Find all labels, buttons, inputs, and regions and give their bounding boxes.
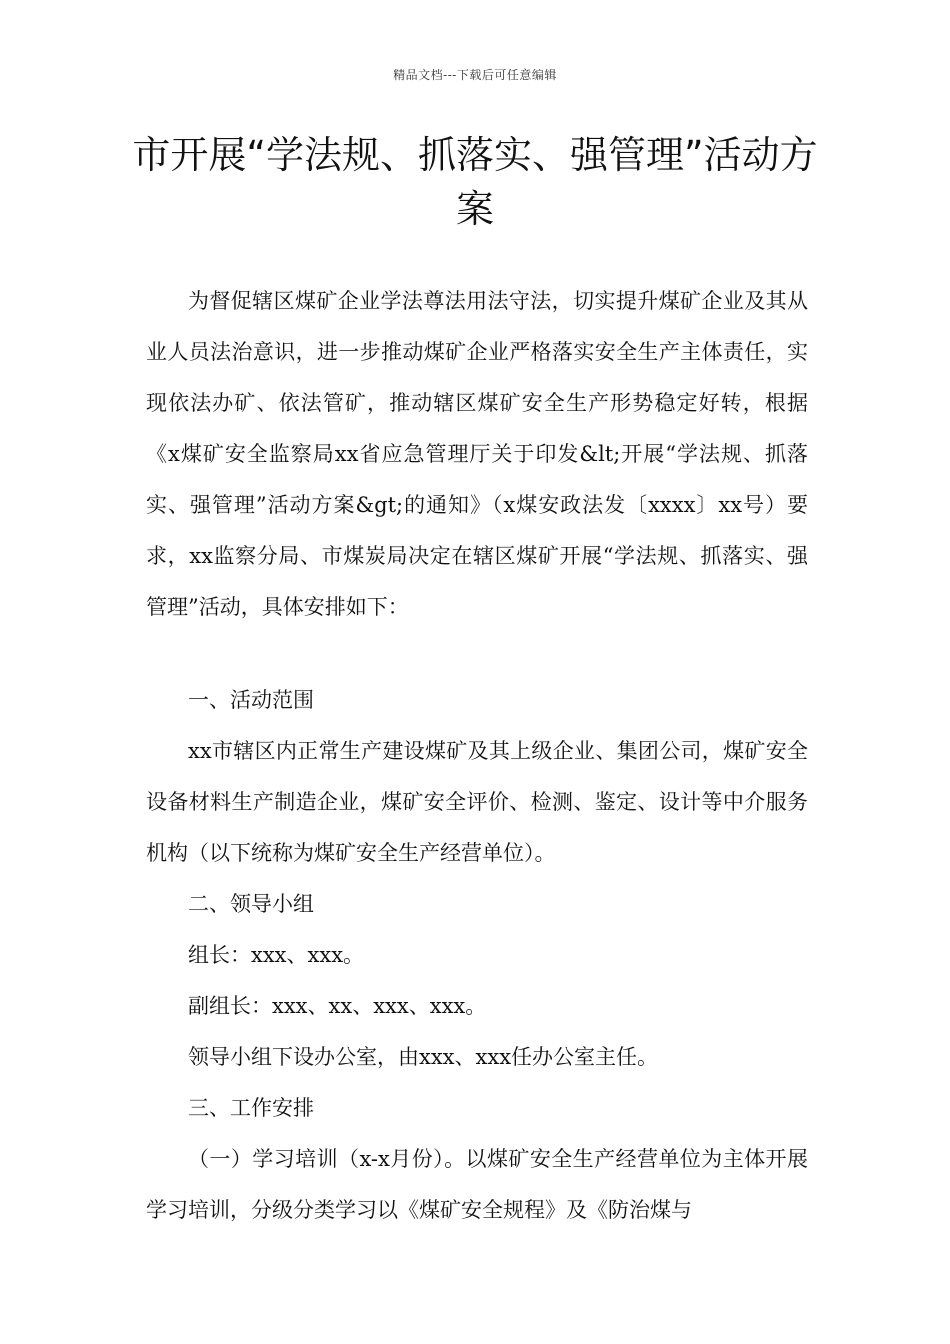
intro-paragraph: 为督促辖区煤矿企业学法尊法用法守法，切实提升煤矿企业及其从业人员法治意识，进一步推动煤矿企业严格落实安全生产主体责任，实现依法办矿、依法管矿，推动辖区煤矿安全生产形势稳定好转，根据《x煤矿安全监察局xx省应急管理厅关于印发&lt;开展“学法规、抓落实、强管理”活动方案&gt;的通知》（x煤安政法发〔xxxx〕xx号）要求，xx监察分局、市煤炭局决定在辖区煤矿开展“学法规、抓落实、强管理”活动，具体安排如下： <box>146 289 808 619</box>
leader-line: 组长：xxx、xxx。 <box>188 943 365 967</box>
arrangement-item-1: （一）学习培训（x-x月份）。以煤矿安全生产经营单位为主体开展学习培训，分级分类学习以《煤矿安全规程》及《防治煤与 <box>146 1147 808 1222</box>
document-body <box>146 276 808 1236</box>
scope-paragraph: xx市辖区内正常生产建设煤矿及其上级企业、集团公司，煤矿安全设备材料生产制造企业，煤矿安全评价、检测、鉴定、设计等中介服务机构（以下统称为煤矿安全生产经营单位）。 <box>146 739 808 865</box>
paragraph-gap <box>146 633 808 675</box>
section-heading-leadership: 二、领导小组 <box>188 892 314 916</box>
document-title: 市开展“学法规、抓落实、强管理”活动方案 <box>132 133 818 231</box>
header-note: 精品文档---下载后可任意编辑 <box>393 68 557 82</box>
deputy-leader-line: 副组长：xxx、xx、xxx、xxx。 <box>188 994 487 1018</box>
section-heading-scope: 一、活动范围 <box>188 688 314 712</box>
section-heading-arrangement: 三、工作安排 <box>188 1096 314 1120</box>
office-line: 领导小组下设办公室，由xxx、xxx任办公室主任。 <box>188 1045 659 1069</box>
